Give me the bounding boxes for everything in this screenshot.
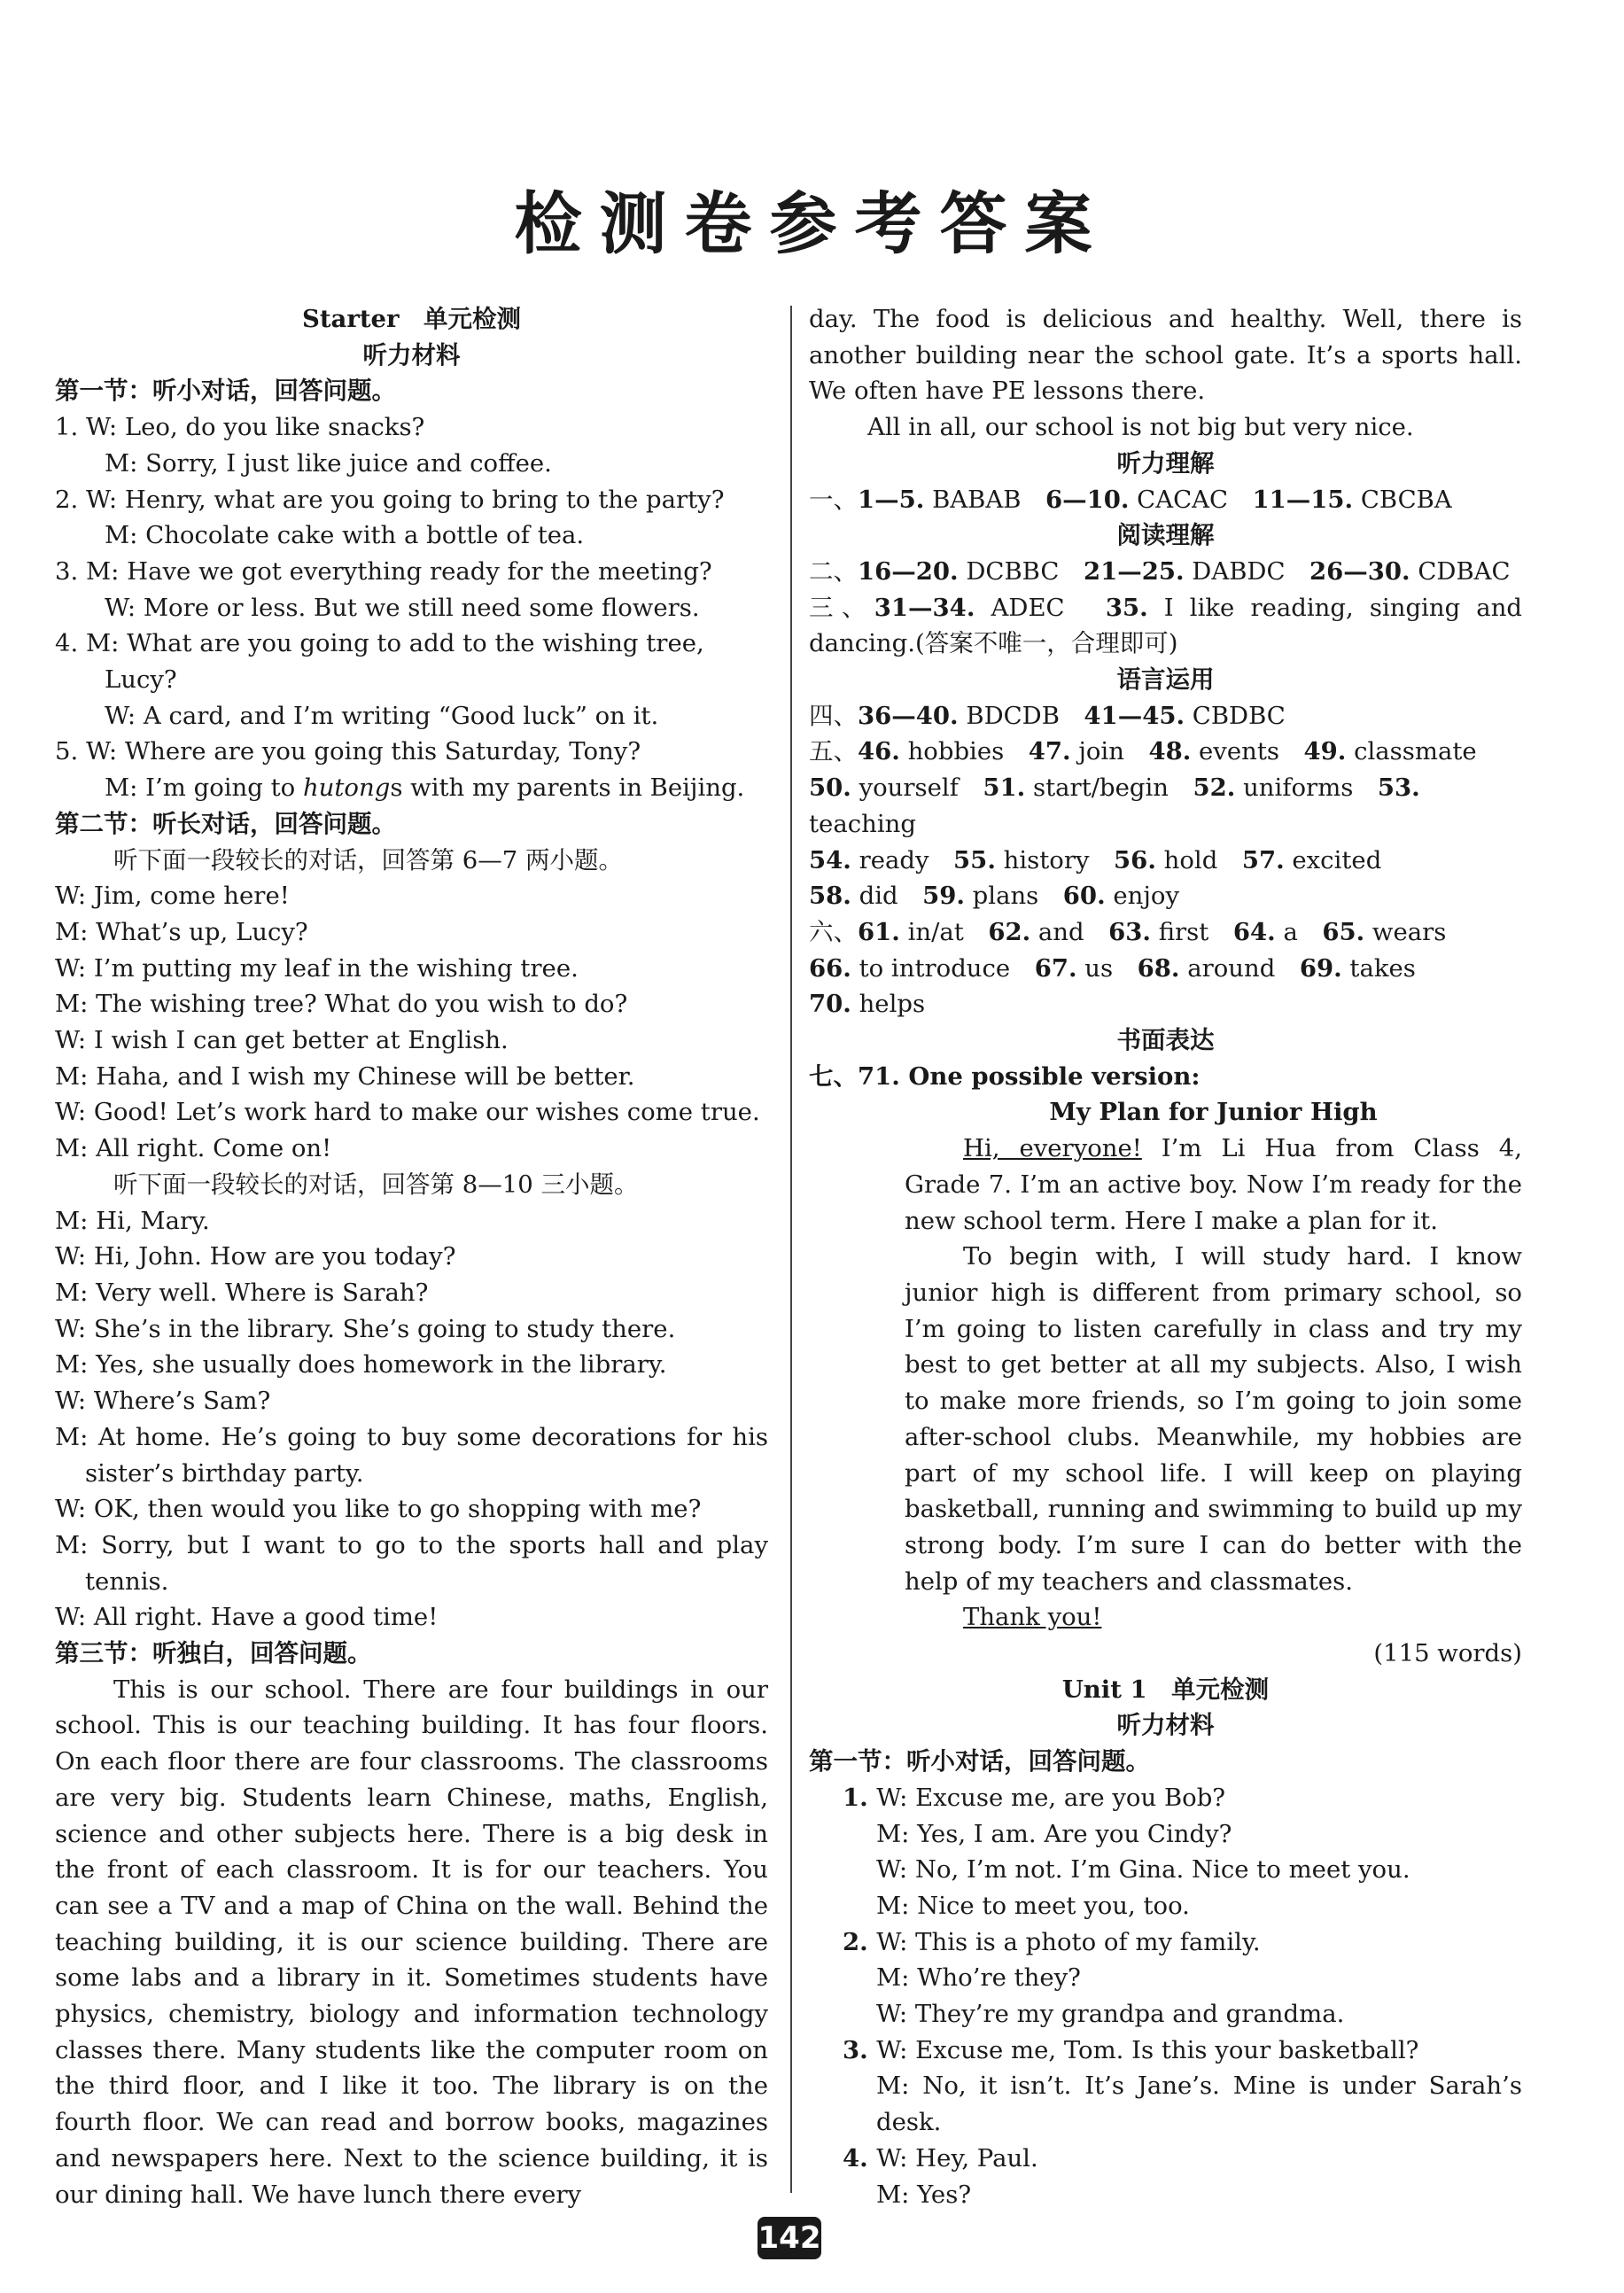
dialogue-line: 3. M: Have we got everything ready for the meeting?	[55, 556, 712, 586]
answer-line	[809, 770, 1522, 842]
dialogue-line: M: What’s up, Lucy?	[55, 917, 308, 946]
answer-text: first	[1150, 917, 1233, 946]
dialogue-line: M: Sorry, but I want to go to the sports hall and play tennis.	[55, 1530, 768, 1596]
answer-text: and	[1030, 917, 1109, 946]
answer-line	[809, 951, 1522, 987]
dialogue-line: W: I wish I can get better at English.	[55, 1026, 509, 1055]
answer-text: wears	[1364, 917, 1447, 946]
answer-text: 一、	[809, 485, 858, 514]
dialogue-line: M: Very well. Where is Sarah?	[55, 1278, 429, 1307]
subheading: 听力材料	[1116, 1711, 1215, 1740]
item-number: 66.	[809, 953, 851, 983]
item-number: 49.	[1303, 737, 1347, 766]
dialogue-line	[809, 1888, 1522, 1924]
italic-word: hutong	[302, 773, 391, 803]
answer-line	[809, 878, 1522, 914]
dialogue-line: W: OK, then would you like to go shopping with me?	[55, 1495, 702, 1524]
dialogue-line	[55, 770, 768, 806]
essay-title: My Plan for Junior High	[1049, 1098, 1378, 1127]
answer-text: ready	[851, 845, 954, 874]
instruction: 听下面一段较长的对话，回答第 6—7 两小题。	[113, 845, 623, 874]
dialogue-line: W: More or less. But we still need some flowers.	[105, 593, 700, 622]
answer-text: DABDC	[1184, 556, 1310, 586]
dialogue-line	[809, 1852, 1522, 1888]
subheading: 听力材料	[362, 340, 461, 369]
dialogue-line: W: A card, and I’m writing “Good luck” on it.	[105, 701, 659, 730]
line-text: M: Yes?	[876, 2180, 972, 2209]
answer-line	[809, 914, 1522, 951]
item-number: 59.	[922, 882, 965, 911]
answer-line	[809, 482, 1522, 518]
line-text: M: Who’re they?	[876, 1963, 1081, 1993]
item-number: 2.	[843, 1927, 877, 1956]
answer-text: 六、	[809, 917, 858, 946]
item-number: 56.	[1114, 845, 1156, 874]
line-text: M: Yes, I am. Are you Cindy?	[876, 1819, 1232, 1848]
item-number: 1—5.	[858, 485, 925, 514]
answer-line	[809, 590, 1522, 662]
item-number: 11—15.	[1252, 485, 1354, 514]
dialogue-line: M: The wishing tree? What do you wish to do?	[55, 990, 628, 1019]
item-number: 46.	[858, 737, 900, 766]
dialogue-line	[809, 1924, 1522, 1961]
word-count: (115 words)	[1373, 1639, 1522, 1668]
answer-text: in/at	[899, 917, 989, 946]
item-number: 36—40.	[858, 701, 959, 730]
answer-text: join	[1070, 737, 1149, 766]
answer-line	[809, 554, 1522, 590]
answer-text: plans	[964, 882, 1063, 911]
answer-text: events	[1191, 737, 1304, 766]
answer-line	[809, 986, 1522, 1022]
answer-text: history	[995, 845, 1115, 874]
answer-text: 四、	[809, 701, 858, 730]
dialogue-line: M: Sorry, I just like juice and coffee.	[105, 448, 552, 478]
dialogue-line: W: Good! Let’s work hard to make our wishes come true.	[55, 1098, 760, 1127]
dialogue-line: W: All right. Have a good time!	[55, 1603, 439, 1632]
item-number: 35.	[1105, 593, 1148, 622]
answer-text: start/begin	[1025, 773, 1193, 803]
answer-text: us	[1076, 953, 1138, 983]
greeting-underlined: Hi, everyone!	[963, 1134, 1142, 1163]
dialogue-line: W: Hi, John. How are you today?	[55, 1242, 456, 1271]
line-text: W: Excuse me, are you Bob?	[876, 1783, 1226, 1812]
line-text: W: Hey, Paul.	[876, 2143, 1038, 2173]
part-title: 第二节：听长对话，回答问题。	[55, 809, 396, 838]
item-number: 4.	[843, 2143, 877, 2173]
line-text: W: This is a photo of my family.	[876, 1927, 1261, 1956]
item-number: 53.	[1377, 773, 1420, 803]
answer-block-5	[809, 734, 1522, 914]
dialogue-line: M: All right. Come on!	[55, 1134, 332, 1163]
dialogue-line: 5. W: Where are you going this Saturday, Tony?	[55, 737, 641, 766]
dialogue-line: M: Haha, and I wish my Chinese will be better.	[55, 1061, 635, 1091]
answer-text: 三、	[809, 593, 874, 622]
item-number: 67.	[1034, 953, 1077, 983]
dialogue-line	[809, 2141, 1522, 2177]
answer-text: teaching	[809, 809, 916, 838]
answer-text: uniforms	[1235, 773, 1378, 803]
answer-text: CACAC	[1129, 485, 1253, 514]
item-number: 48.	[1148, 737, 1192, 766]
instruction: 听下面一段较长的对话，回答第 8—10 三小题。	[113, 1170, 639, 1199]
item-number: 65.	[1322, 917, 1365, 946]
answer-text: ADEC	[975, 593, 1106, 622]
answer-block-6	[809, 914, 1522, 1022]
item-number: 16—20.	[858, 556, 959, 586]
item-number: 47.	[1028, 737, 1071, 766]
page-number: 142	[758, 2217, 821, 2259]
dialogue-line: W: She’s in the library. She’s going to study there.	[55, 1314, 676, 1343]
item-number: 57.	[1241, 845, 1285, 874]
item-number: 68.	[1137, 953, 1180, 983]
answer-text: excited	[1284, 845, 1382, 874]
essay-paragraph	[905, 1131, 1522, 1239]
answer-text: yourself	[851, 773, 983, 803]
dialogue-line	[55, 409, 768, 446]
item-number: 54.	[809, 845, 851, 874]
dialogue-line: W: Where’s Sam?	[55, 1387, 271, 1416]
line-text: M: Nice to meet you, too.	[876, 1891, 1190, 1920]
dialogue-line	[809, 1996, 1522, 2033]
answer-text: DCBBC	[958, 556, 1084, 586]
dialogue-line	[809, 2068, 1522, 2140]
part-title: 第三节：听独白，回答问题。	[55, 1639, 372, 1668]
closing-underlined: Thank you!	[963, 1603, 1102, 1632]
line-text: W: No, I’m not. I’m Gina. Nice to meet you.	[876, 1855, 1410, 1885]
answer-line: 七、71. One possible version:	[809, 1061, 1201, 1091]
answer-line	[809, 698, 1522, 735]
essay-paragraph: To begin with, I will study hard. I know junior high is different from primary school, so I’m going to listen carefully in class and try my best to get better at all my subjects. Also, I wish to make more friends, so I’m going to join some after-school clubs. Meanwhile, my hobbies are part of my school life. I will keep on playing basketball, running and swimming to build up my strong body. I’m sure I can do better with the help of my teachers and classmates.	[905, 1242, 1522, 1596]
item-number: 64.	[1232, 917, 1276, 946]
item-number: 61.	[858, 917, 900, 946]
monologue-text: This is our school. There are four buildings in our school. This is our teaching building. It has four floors. On each floor there are four classrooms. The classrooms are very big. Students learn Chinese, maths, English, science and other subjects here. There is a big desk in the front of each classroom. It is for our teachers. You can see a TV and a map of China on the wall. Behind the teaching building, it is our science building. There are some labs and a library in it. Sometimes students have physics, chemistry, biology and information technology classes there. Many students like the computer room on the third floor, and I like it too. The library is on the fourth floor. We can read and borrow books, magazines and newspapers here. Next to the science building, it is our dining hall. We have lunch there every	[55, 1675, 768, 2209]
answer-text: 五、	[809, 737, 858, 766]
subheading: 书面表达	[1116, 1026, 1215, 1055]
dialogue-line: W: I’m putting my leaf in the wishing tree.	[55, 953, 579, 983]
answer-text: to introduce	[851, 953, 1035, 983]
dialogue-line: M: Hi, Mary.	[55, 1206, 210, 1235]
dialogue-line: W: Jim, come here!	[55, 882, 290, 911]
answer-text: helps	[851, 990, 926, 1019]
dialogue-line: M: Chocolate cake with a bottle of tea.	[105, 521, 585, 550]
section-heading: Unit 1 单元检测	[1061, 1675, 1270, 1704]
item-number: 1.	[843, 1783, 877, 1812]
answer-line	[809, 843, 1522, 879]
item-number: 21—25.	[1083, 556, 1185, 586]
answer-text: I like reading, singing and dancing.(答案不唯一，合理即可)	[809, 593, 1523, 658]
dialogue-line: 2. W: Henry, what are you going to bring to the party?	[55, 485, 725, 514]
page-title: 检测卷参考答案	[514, 184, 1110, 263]
dialogue-line: M: At home. He’s going to buy some decorations for his sister’s birthday party.	[55, 1422, 768, 1488]
item-number: 41—45.	[1084, 701, 1185, 730]
answer-text: BABAB	[924, 485, 1045, 514]
essay-closing	[905, 1599, 1522, 1636]
line-text: 1. W: Leo, do you like snacks?	[55, 413, 425, 442]
paragraph-text: I’m Li Hua from Class 4, Grade 7. I’m an active boy. Now I’m ready for the new school term. Here I make a plan for it.	[905, 1134, 1522, 1235]
dialogue-line: M: Yes, she usually does homework in the library.	[55, 1350, 667, 1380]
dialogue-line: 4. M: What are you going to add to the wishing tree, Lucy?	[55, 629, 704, 695]
section-heading: Starter 单元检测	[301, 305, 522, 333]
line-text: W: Excuse me, Tom. Is this your basketball?	[876, 2035, 1419, 2064]
part-title: 第一节：听小对话，回答问题。	[55, 377, 396, 406]
answer-text: takes	[1341, 953, 1416, 983]
item-number: 50.	[809, 773, 851, 803]
dialogue-line	[809, 2033, 1522, 2069]
answer-text: did	[851, 882, 923, 911]
left-column	[55, 301, 768, 2212]
answer-line	[809, 734, 1522, 770]
answer-text: a	[1275, 917, 1323, 946]
item-number: 51.	[983, 773, 1026, 803]
answer-text: CBDBC	[1185, 701, 1286, 730]
answer-text: CDBAC	[1410, 556, 1511, 586]
answer-text: enjoy	[1105, 882, 1179, 911]
dialogue-line	[809, 1816, 1522, 1853]
monologue-continued: day. The food is delicious and healthy. Well, there is another building near the school gate. It’s a sports hall. We often have PE lessons there.	[809, 305, 1522, 406]
essay	[809, 1094, 1522, 1636]
answer-text: hold	[1155, 845, 1242, 874]
monologue-end: All in all, our school is not big but very nice.	[867, 413, 1414, 442]
right-column	[809, 301, 1522, 2212]
item-number: 6—10.	[1045, 485, 1130, 514]
answer-text: classmate	[1346, 737, 1477, 766]
dialogue-line	[809, 1960, 1522, 1996]
conversation-1	[55, 878, 768, 1167]
item-number: 58.	[809, 882, 851, 911]
item-number: 60.	[1062, 882, 1106, 911]
line-text: W: They’re my grandpa and grandma.	[876, 2000, 1345, 2029]
item-number: 63.	[1108, 917, 1151, 946]
item-number: 69.	[1299, 953, 1342, 983]
line-text: M: No, it isn’t. It’s Jane’s. Mine is under Sarah’s desk.	[876, 2071, 1522, 2137]
dialogue-line	[809, 2177, 1522, 2213]
subheading: 语言运用	[1116, 665, 1215, 695]
unit1-dialogues	[809, 1780, 1522, 2212]
answer-text: BDCDB	[958, 701, 1084, 730]
item-number: 3.	[843, 2035, 877, 2064]
item-number: 55.	[953, 845, 996, 874]
answer-text: CBCBA	[1353, 485, 1452, 514]
part-title: 第一节：听小对话，回答问题。	[809, 1747, 1150, 1776]
conversation-2	[55, 1203, 768, 1636]
item-number: 31—34.	[874, 593, 975, 622]
item-number: 26—30.	[1309, 556, 1410, 586]
item-number: 70.	[809, 990, 851, 1019]
line-text: M: I’m going to	[105, 773, 303, 803]
answer-text: hobbies	[899, 737, 1029, 766]
subheading: 阅读理解	[1116, 521, 1215, 550]
item-number: 52.	[1193, 773, 1236, 803]
line-text: s with my parents in Beijing.	[390, 773, 745, 803]
subheading: 听力理解	[1116, 448, 1215, 478]
dialogue-line	[809, 1780, 1522, 1816]
answer-text: 二、	[809, 556, 858, 586]
answer-text: around	[1179, 953, 1300, 983]
column-divider	[790, 306, 792, 2193]
item-number: 62.	[988, 917, 1031, 946]
